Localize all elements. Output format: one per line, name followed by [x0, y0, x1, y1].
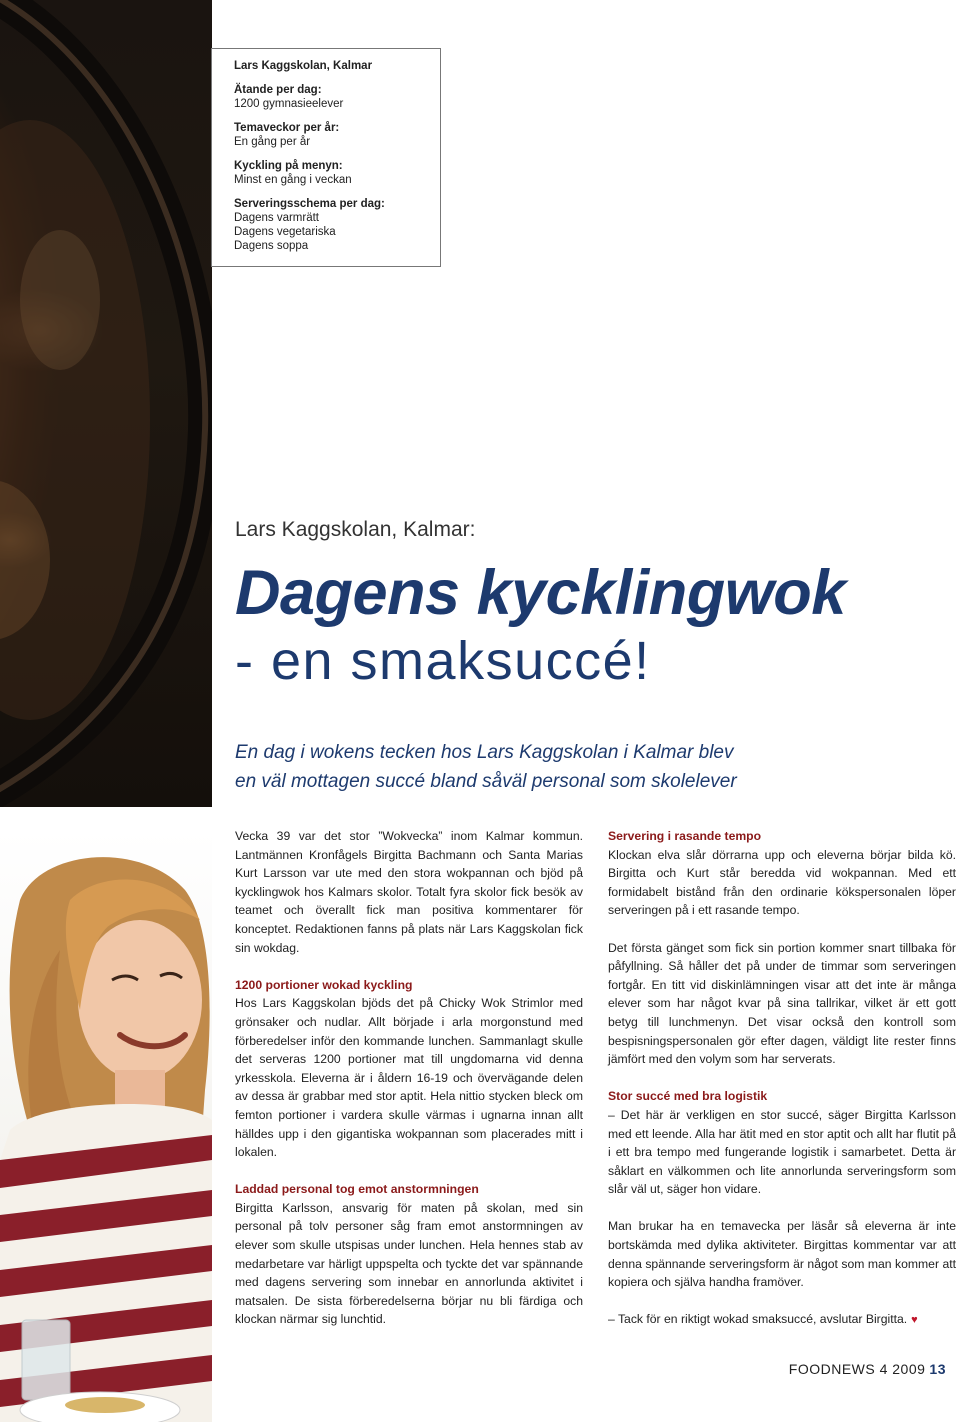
fact-label: Serveringsschema per dag:	[234, 198, 385, 210]
article-column-left	[235, 827, 583, 1348]
fact-label: Temaveckor per år:	[234, 122, 340, 134]
paragraph-text: Klockan elva slår dörrarna upp och eleverna börjar bilda kö. Birgitta och Kurt står beredda vid wokpannan. Med ett formidabelt bistånd från den ordinarie kökspersonalen löper serveringen på i ett rasande tempo.	[608, 847, 956, 918]
article-paragraph	[608, 1310, 956, 1330]
paragraph-text: Det första gänget som fick sin portion kommer snart tillbaka för påfyllning. Så håller det på under de timmar som serveringen fortgår. En titt vid diskinlämningen visar att det inte är många elever som har något kvar på sina tallrikar, vilket är ett gott betyg till lunchmenyn. Det visar också den kontroll som bespisningspersonalen gör efter dagen, väldigt lite rester finns jämfört med den volym som har serverats.	[608, 940, 956, 1067]
fact-value: Minst en gång i veckan	[234, 174, 352, 186]
ingress-line: En dag i wokens tecken hos Lars Kaggskolan i Kalmar blev	[235, 742, 734, 763]
paragraph-text: Hos Lars Kaggskolan bjöds det på Chicky Wok Strimlor med grönsaker och nudlar. Allt började i arla morgonstund med förberedelser inför den kommande lunchen. Sammanlagt skulle det serveras 1200 portioner mat till ungdomarna vid denna yrkesskola. Eleverna är i åldern 16-19 och övervägande delen av dessa är grabbar med stor aptit. Hela nittio stycken bleck om femton portioner i vardera skulle värmas i ugnarna innan allt hälldes upp i den gigantiska wokpannan som placerades mitt i lokalen.	[235, 996, 583, 1160]
fact-label: Ätande per dag:	[234, 84, 322, 96]
section-heading: Laddad personal tog emot anstormningen	[235, 1182, 479, 1197]
paragraph-text: – Tack för en riktigt wokad smaksuccé, avslutar Birgitta.	[608, 1312, 908, 1327]
fact-group	[234, 197, 418, 253]
chef-hat-icon: ♥	[911, 1314, 918, 1327]
fact-group	[234, 121, 418, 149]
article-paragraph	[608, 939, 956, 1069]
article-paragraph	[608, 827, 956, 920]
fact-group	[234, 83, 418, 111]
article-title-sub: - en smaksuccé!	[235, 631, 651, 691]
fact-box	[211, 48, 441, 267]
article-ingress	[235, 738, 855, 796]
fact-value: Dagens vegetariska	[234, 226, 336, 238]
paragraph-text: Man brukar ha en temavecka per läsår så eleverna är inte bortskämda med dylika aktiviteter. Birgittas kommentar var att denna spännande serveringsform är något som man kommer att kopiera och själva handha framöver.	[608, 1219, 956, 1290]
fact-value: Dagens varmrätt	[234, 212, 320, 224]
fact-value: 1200 gymnasieelever	[234, 98, 344, 110]
article-paragraph	[235, 1180, 583, 1329]
article-kicker: Lars Kaggskolan, Kalmar:	[235, 518, 476, 541]
article-paragraph	[235, 827, 583, 957]
fact-value: En gång per år	[234, 136, 311, 148]
student-photo	[0, 830, 212, 1422]
article-paragraph	[608, 1087, 956, 1199]
section-heading: 1200 portioner wokad kyckling	[235, 977, 413, 992]
magazine-issue: FOODNEWS 4 2009	[788, 1361, 926, 1377]
wok-pan-illustration	[0, 0, 212, 807]
fact-label: Kyckling på menyn:	[234, 160, 343, 172]
fact-box-title: Lars Kaggskolan, Kalmar	[234, 60, 373, 72]
paragraph-text: – Det här är verkligen en stor succé, säger Birgitta Karlsson med ett leende. Alla har ätit med en stor aptit och allt har flutit på i ett bra tempo med fungerande logistik i samarbetet. Detta är såklart en välkommen och lite annorlunda serveringsform som slår väl ut, säger hon vidare.	[608, 1107, 956, 1197]
fact-value: Dagens soppa	[234, 240, 309, 252]
article-column-right	[608, 827, 956, 1349]
article-paragraph	[235, 976, 583, 1162]
article-title: Dagens kycklingwok	[235, 558, 846, 628]
fact-group	[234, 159, 418, 187]
page-footer	[789, 1361, 946, 1377]
section-heading: Stor succé med bra logistik	[608, 1089, 768, 1104]
paragraph-text: Vecka 39 var det stor ”Wokvecka” inom Kalmar kommun. Lantmännen Kronfågels Birgitta Bachmann och Santa Marias Kurt Larsson var ute med den stora wokpannan och bjöd på kycklingwok hos Kalmars skolor. Totalt fyra skolor fick besök av teamet och överallt fick man positiva kommentarer för konceptet. Redaktionen fanns på plats när Lars Kaggskolan fick sin wokdag.	[235, 829, 583, 955]
page-number: 13	[929, 1361, 946, 1377]
paragraph-text: Birgitta Karlsson, ansvarig för maten på skolan, med sin personal på tolv personer såg fram emot anstormningen av elever som skulle utspisas under lunchen. Hela hennes stab av medarbetare var härligt uppspelta och tyckte det var spännande med dagens servering som innebar en annorlunda aktivitet i matsalen. De sista förberedelserna börjar nu bli färdiga och klockan närmar sig lunchtid.	[235, 1200, 583, 1327]
wok-photo	[0, 0, 212, 807]
section-heading: Servering i rasande tempo	[608, 829, 762, 843]
article-paragraph	[608, 1217, 956, 1291]
ingress-line: en väl mottagen succé bland såväl personal som skolelever	[235, 771, 737, 792]
student-illustration	[0, 830, 212, 1422]
